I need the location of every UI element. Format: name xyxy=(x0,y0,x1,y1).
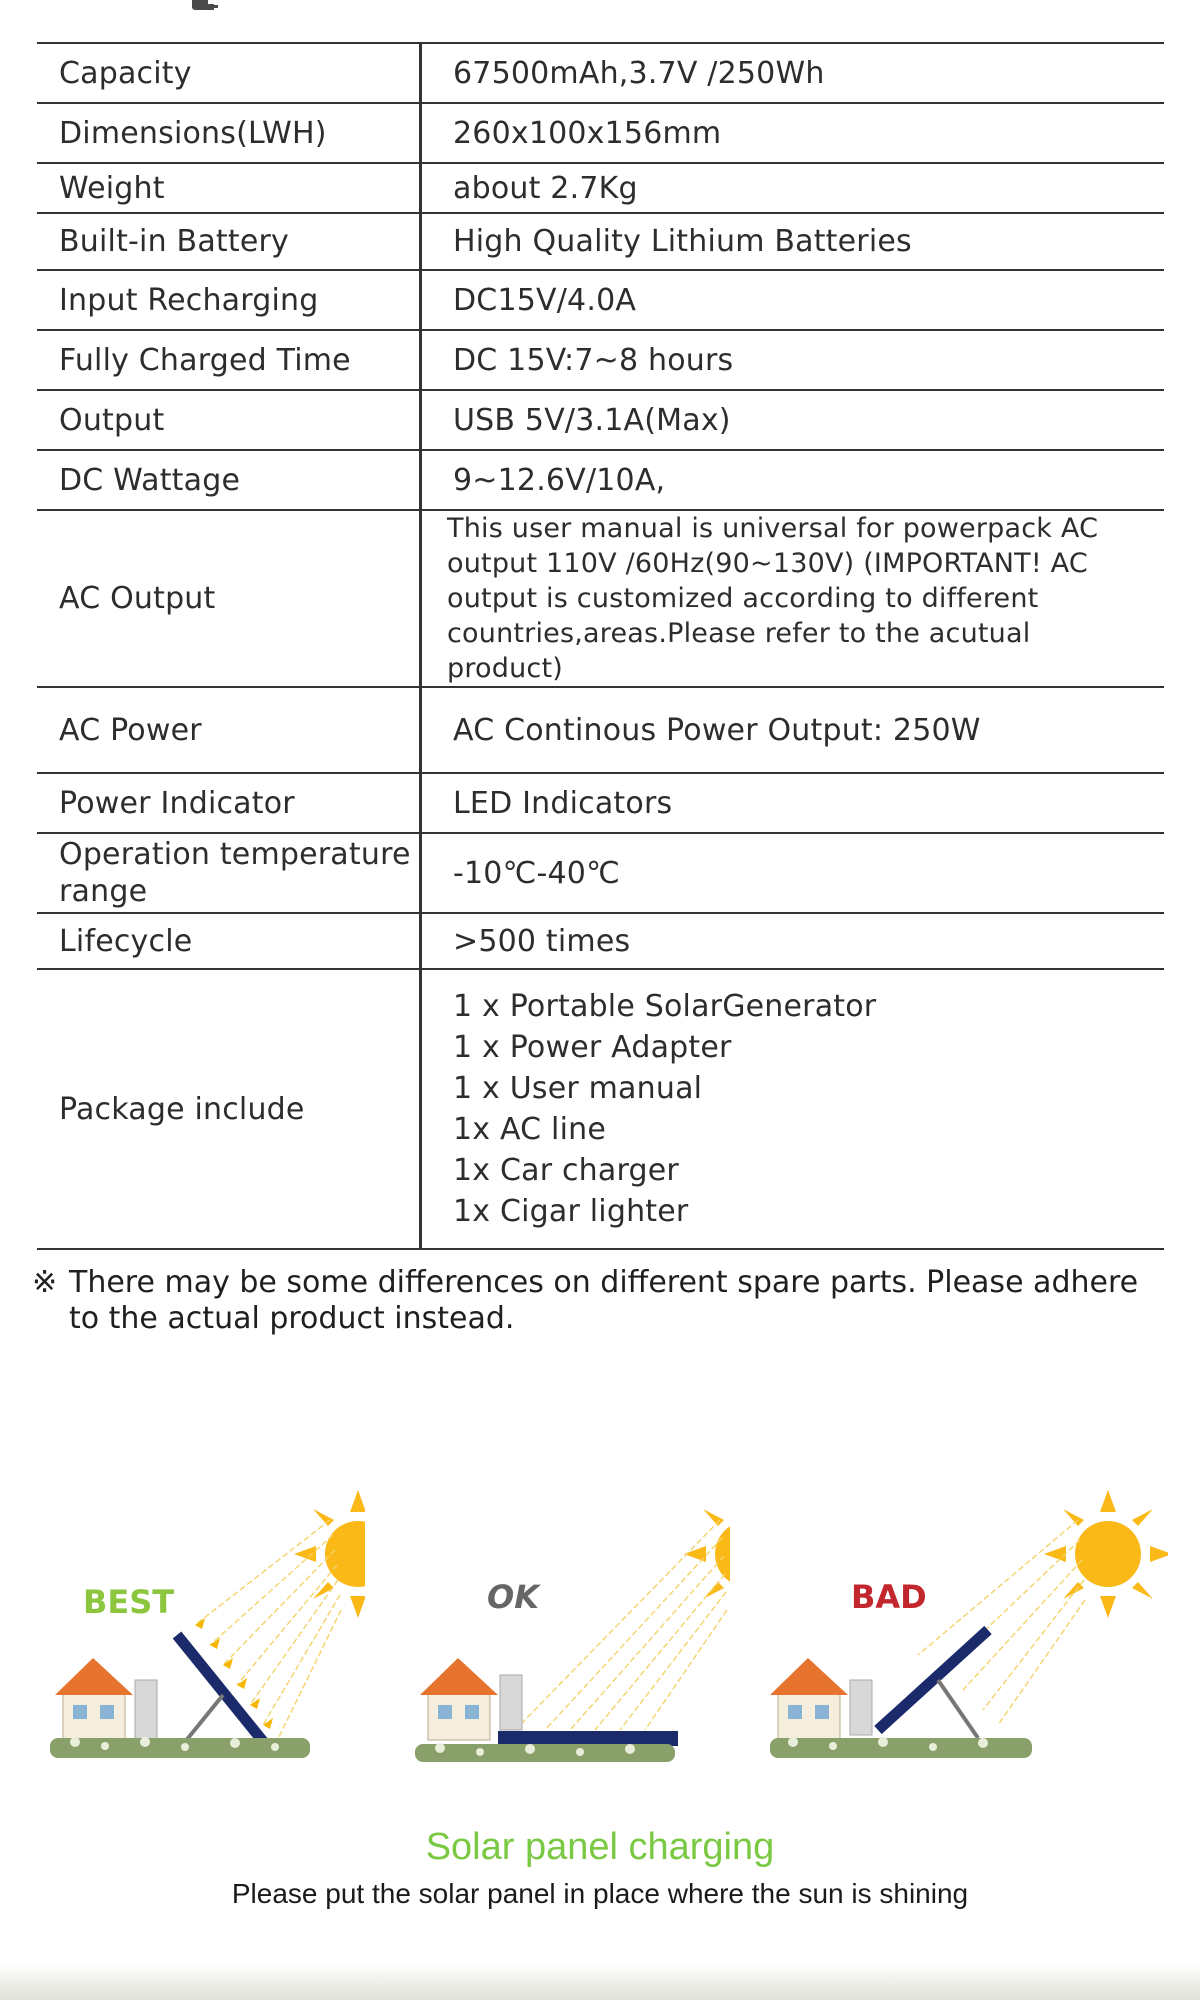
spec-row-ac-output xyxy=(37,510,1164,687)
package-item: 1x AC line xyxy=(453,1112,606,1147)
spec-value: DC 15V:7~8 hours xyxy=(421,330,1165,390)
spec-value: about 2.7Kg xyxy=(421,163,1165,213)
spec-row-package xyxy=(37,969,1164,1249)
scene-label-bad: BAD xyxy=(851,1578,927,1616)
package-item: 1 x Power Adapter xyxy=(453,1030,732,1065)
package-list xyxy=(421,969,1165,1249)
spec-value: High Quality Lithium Batteries xyxy=(421,213,1165,270)
spec-row-dimensions xyxy=(37,103,1164,163)
spec-value: DC15V/4.0A xyxy=(421,270,1165,330)
reference-mark-icon: ※ xyxy=(32,1265,58,1300)
package-item: 1 x User manual xyxy=(453,1071,703,1106)
solar-illustration-ok xyxy=(410,1490,730,1780)
spec-label: Output xyxy=(37,390,421,450)
sun-icon xyxy=(1044,1490,1168,1618)
spec-value: -10℃-40℃ xyxy=(421,833,1165,913)
spec-value: AC Continous Power Output: 250W xyxy=(421,687,1165,773)
spec-row-capacity xyxy=(37,43,1164,103)
spec-value: >500 times xyxy=(421,913,1165,969)
spec-label: Power Indicator xyxy=(37,773,421,833)
scene-label-ok: OK xyxy=(487,1578,539,1616)
spec-value: USB 5V/3.1A(Max) xyxy=(421,390,1165,450)
sun-icon xyxy=(294,1490,365,1618)
bottom-decorative-strip xyxy=(0,1965,1200,2000)
spec-label: Weight xyxy=(37,163,421,213)
spec-row-output xyxy=(37,390,1164,450)
disclaimer-note xyxy=(32,1265,1152,1337)
spec-row-charge-time xyxy=(37,330,1164,390)
solar-charging-subtitle: Please put the solar panel in place where the sun is shining xyxy=(231,1878,969,1909)
spec-label: Package include xyxy=(37,969,421,1249)
disclaimer-text: There may be some differences on different spare parts. Please adhere to the actual product instead. xyxy=(69,1265,1139,1336)
house-icon xyxy=(55,1658,157,1740)
solar-illustration-best xyxy=(45,1490,365,1780)
spec-row-input xyxy=(37,270,1164,330)
spec-label: Operation temperature range xyxy=(37,833,421,913)
spec-row-lifecycle xyxy=(37,913,1164,969)
package-item: 1 x Portable SolarGenerator xyxy=(453,989,877,1024)
spec-table xyxy=(37,42,1164,1250)
house-icon xyxy=(420,1658,522,1740)
spec-label: Capacity xyxy=(37,43,421,103)
spec-label: Dimensions(LWH) xyxy=(37,103,421,163)
package-item: 1x Car charger xyxy=(453,1153,679,1188)
spec-value: This user manual is universal for powerpack AC output 110V /60Hz(90~130V) (IMPORTANT! AC output is customized according to different countries,areas.Please refer to the acutual product) xyxy=(421,510,1165,687)
spec-label: Built-in Battery xyxy=(37,213,421,270)
spec-row-battery xyxy=(37,213,1164,270)
spec-value: 67500mAh,3.7V /250Wh xyxy=(421,43,1165,103)
spec-label: Input Recharging xyxy=(37,270,421,330)
scene-label-best: BEST xyxy=(83,1583,175,1621)
spec-row-weight xyxy=(37,163,1164,213)
solar-scene-best xyxy=(45,1490,365,1780)
spec-label: DC Wattage xyxy=(37,450,421,510)
spec-label: AC Output xyxy=(37,510,421,687)
spec-row-power-indicator xyxy=(37,773,1164,833)
spec-row-temperature xyxy=(37,833,1164,913)
spec-row-ac-power xyxy=(37,687,1164,773)
spec-value: LED Indicators xyxy=(421,773,1165,833)
spec-label: Fully Charged Time xyxy=(37,330,421,390)
plug-icon xyxy=(186,0,220,20)
spec-value: 260x100x156mm xyxy=(421,103,1165,163)
solar-scene-ok xyxy=(410,1490,730,1780)
house-icon xyxy=(770,1658,872,1740)
solar-illustration-bad xyxy=(768,1490,1168,1780)
spec-value: 9~12.6V/10A, xyxy=(421,450,1165,510)
package-item: 1x Cigar lighter xyxy=(453,1194,689,1229)
spec-label: Lifecycle xyxy=(37,913,421,969)
spec-row-dc-wattage xyxy=(37,450,1164,510)
solar-scene-bad xyxy=(768,1490,1088,1780)
solar-charging-title: Solar panel charging xyxy=(425,1826,775,1868)
spec-label: AC Power xyxy=(37,687,421,773)
